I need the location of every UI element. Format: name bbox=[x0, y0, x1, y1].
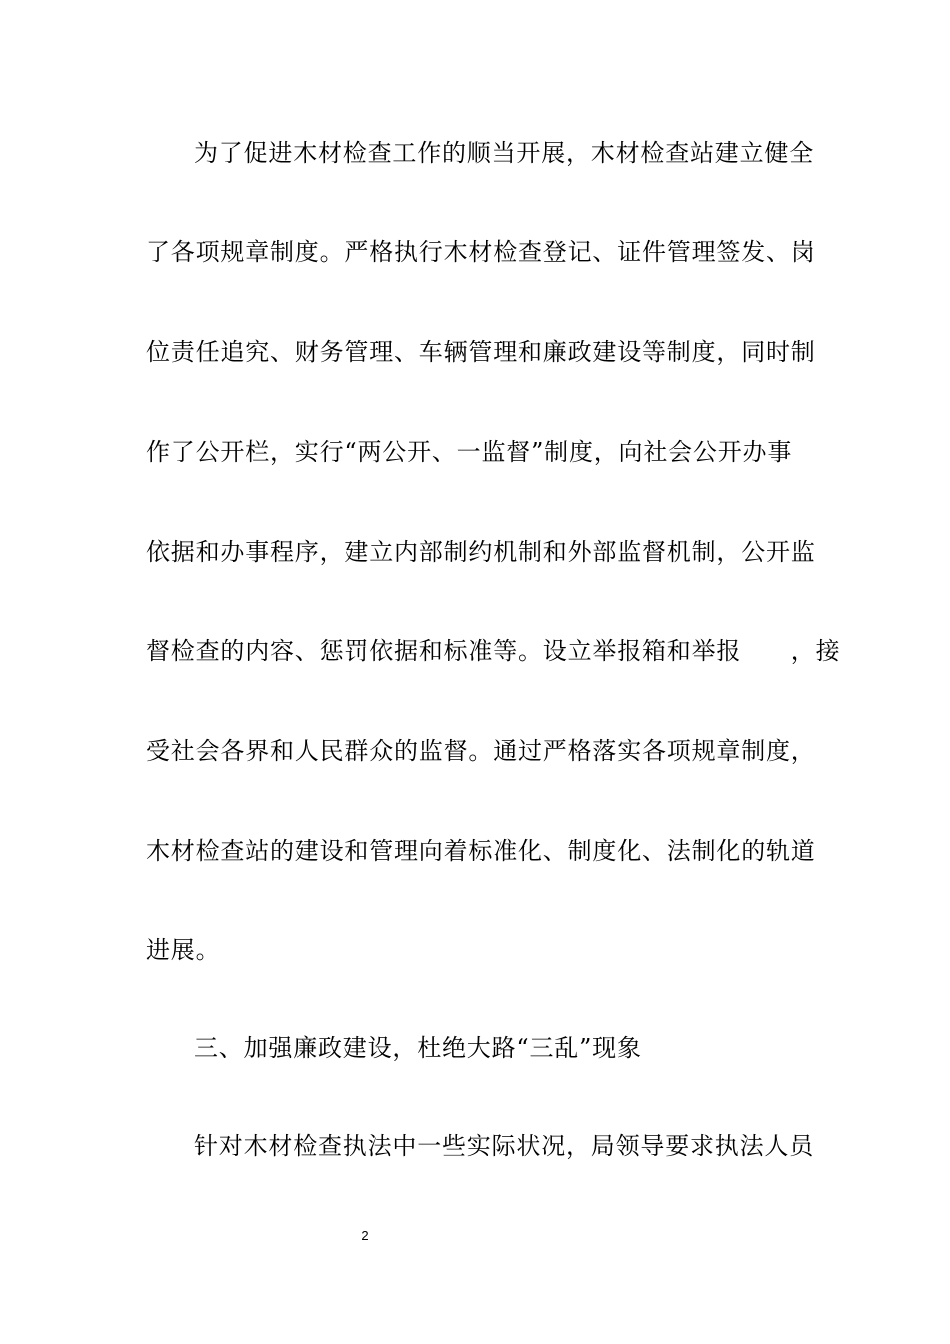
paragraph-1-line-6: 督检查的内容、惩罚依据和标准等。设立举报箱和举报 ，接 bbox=[146, 637, 841, 665]
section-heading: 三、加强廉政建设，杜绝大路“三乱”现象 bbox=[194, 1034, 642, 1062]
paragraph-1-line-1: 为了促进木材检查工作的顺当开展，木材检查站建立健全 bbox=[194, 139, 814, 167]
paragraph-3-line-1: 针对木材检查执法中一些实际状况，局领导要求执法人员 bbox=[194, 1132, 814, 1160]
page-number: 2 bbox=[361, 1228, 369, 1243]
paragraph-1-line-7: 受社会各界和人民群众的监督。通过严格落实各项规章制度， bbox=[146, 737, 816, 765]
paragraph-1-line-4: 作了公开栏，实行“两公开、一监督”制度，向社会公开办事 bbox=[146, 438, 793, 466]
paragraph-1-line-3: 位责任追究、财务管理、车辆管理和廉政建设等制度，同时制 bbox=[146, 338, 816, 366]
paragraph-1-line-9: 进展。 bbox=[146, 936, 221, 964]
paragraph-1-line-8: 木材检查站的建设和管理向着标准化、制度化、法制化的轨道 bbox=[146, 837, 816, 865]
paragraph-1-line-5: 依据和办事程序，建立内部制约机制和外部监督机制，公开监 bbox=[146, 538, 816, 566]
paragraph-1-line-2: 了各项规章制度。严格执行木材检查登记、证件管理签发、岗 bbox=[146, 238, 816, 266]
